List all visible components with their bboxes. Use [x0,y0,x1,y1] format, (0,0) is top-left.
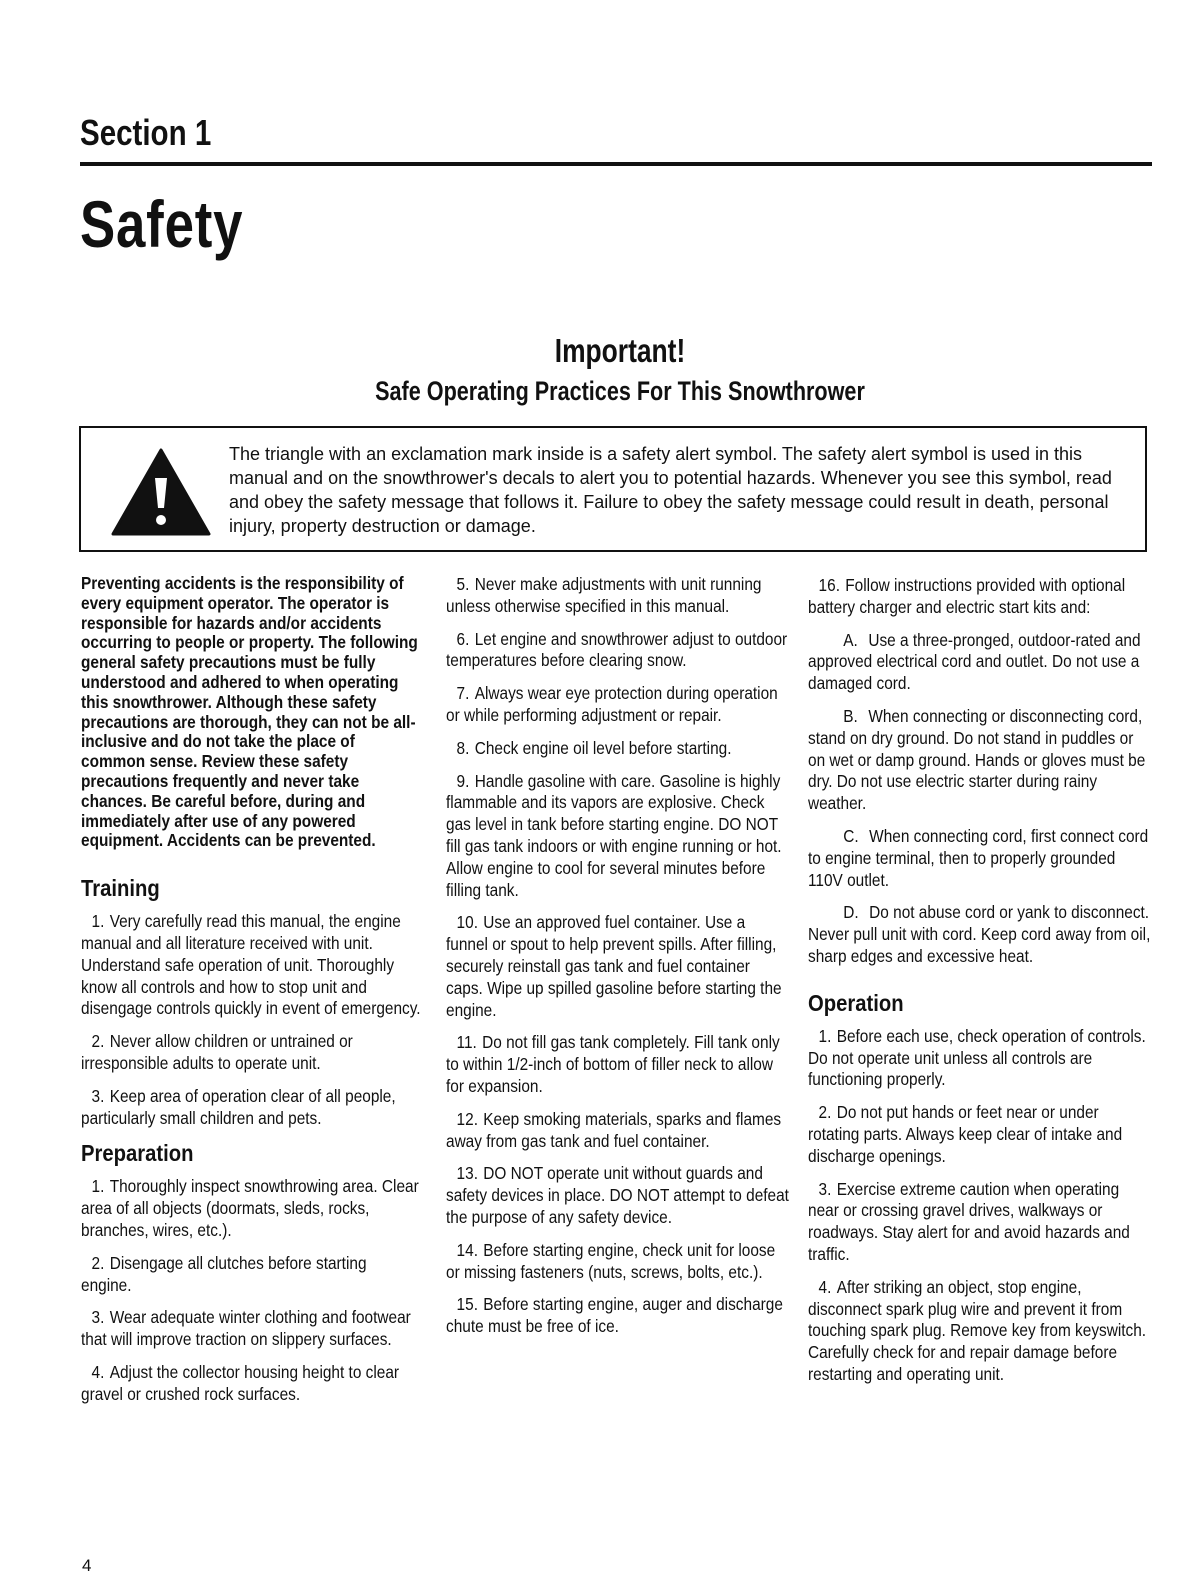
sub-list-item: C. When connecting cord, first connect cord to engine terminal, then to properly grounded 110V outlet. [808,825,1149,890]
sub-list-item: B. When connecting or disconnecting cord, stand on dry ground. Do not stand in puddles or on wet or damp ground. Hands or gloves must be dry. Do not use electric starter during rainy weather. [808,705,1146,814]
safety-alert-text: The triangle with an exclamation mark inside is a safety alert symbol. The safety alert symbol is used in this manual and on the snowthrower's decals to alert you to potential hazards. Whenever you see this symbol, read and obey the safety message that follows it. Failure to obey the safety message could result in death, personal injury, property destruction or damage. [229,444,1112,536]
section-label: Section 1 [80,112,212,153]
column-3 [808,575,1153,1397]
sub-list-item: D. Do not abuse cord or yank to disconnect. Never pull unit with cord. Keep cord away from oil, sharp edges and excessive heat. [808,902,1151,966]
column-2 [446,574,791,1349]
page-title: Safety [80,187,244,261]
list-item: 1. Before each use, check operation of controls. Do not operate unit unless all controls are functioning properly. [808,1025,1146,1090]
list-item: 16. Follow instructions provided with optional battery charger and electric start kits and: [808,575,1126,617]
list-item: 2. Do not put hands or feet near or under rotating parts. Always keep clear of intake and discharge openings. [808,1102,1123,1166]
list-item: 15. Before starting engine, auger and discharge chute must be free of ice. [446,1294,783,1337]
list-item: 4. Adjust the collector housing height to clear gravel or crushed rock surfaces. [81,1361,400,1404]
important-subheading: Safe Operating Practices For This Snowthrower [375,376,865,406]
list-item: 12. Keep smoking materials, sparks and flames away from gas tank and fuel container. [446,1108,782,1151]
list-item: 3. Wear adequate winter clothing and footwear that will improve traction on slippery surfaces. [81,1307,411,1350]
important-heading: Important! [554,332,686,369]
sub-list-item: A. Use a three-pronged, outdoor-rated and approved electrical cord and outlet. Do not use a damaged cord. [808,629,1141,694]
list-item: 4. After striking an object, stop engine, disconnect spark plug wire and prevent it from touching spark plug. Remove key from keyswitch. Carefully check for and repair damage before restarting and operating unit. [808,1276,1147,1384]
list-item: 11. Do not fill gas tank completely. Fill tank only to within 1/2-inch of bottom of filler neck to allow for expansion. [446,1032,780,1096]
warning-triangle-icon [111,448,211,536]
list-item: 14. Before starting engine, check unit for loose or missing fasteners (nuts, screws, bolts, etc.). [446,1239,776,1282]
list-item: 5. Never make adjustments with unit running unless otherwise specified in this manual. [446,574,762,616]
column-1 [81,574,421,1417]
operation-heading: Operation [808,989,904,1016]
list-item: 6. Let engine and snowthrower adjust to outdoor temperatures before clearing snow. [446,628,788,671]
list-item: 8. Check engine oil level before starting. [456,737,732,758]
page-number: 4 [82,1556,92,1575]
list-item: 2. Never allow children or untrained or irresponsible adults to operate unit. [81,1031,353,1073]
list-item: 3. Exercise extreme caution when operating near or crossing gravel drives, walkways or roadways. Stay alert for and avoid hazards and traffic. [808,1178,1130,1264]
safety-alert-box [79,426,1147,552]
training-heading: Training [81,875,160,902]
list-item: 10. Use an approved fuel container. Use a funnel or spout to help prevent spills. After filling, securely reinstall gas tank and fuel container caps. Wipe up spilled gasoline before starting the engine. [446,912,782,1020]
title-rule [80,162,1152,166]
list-item: 3. Keep area of operation clear of all people, particularly small children and pets. [81,1085,396,1128]
list-item: 7. Always wear eye protection during operation or while performing adjustment or repair. [446,683,778,725]
list-item: 2. Disengage all clutches before starting engine. [81,1252,367,1295]
list-item: 9. Handle gasoline with care. Gasoline is highly flammable and its vapors are explosive. Check gas level in tank before starting engine. DO NOT fill gas tank indoors or with engine running or hot. Allow engine to cool for several minutes before filling tank. [446,770,782,900]
list-item: 1. Very carefully read this manual, the engine manual and all literature received with unit. Understand safe operation of unit. Thoroughly know all controls and how to stop unit and disengage controls quickly in event of emergency. [81,911,421,1019]
intro-paragraph: Preventing accidents is the responsibility of every equipment operator. The operator is responsible for hazards and/or accidents occurring to people or property. The following general safety precautions must be fully understood and adhered to when operating this snowthrower. Although these safety precautions are thorough, they can not be all-inclusive and do not take the place of common sense. Review these safety precautions frequently and never take chances. Be careful before, during and immediately after use of any powered equipment. Accidents can be prevented. [81,573,418,851]
list-item: 13. DO NOT operate unit without guards and safety devices in place. DO NOT attempt to defeat the purpose of any safety device. [446,1163,789,1227]
list-item: 1. Thoroughly inspect snowthrowing area. Clear area of all objects (doormats, sleds, rocks, branches, wires, etc.). [81,1176,419,1240]
preparation-heading: Preparation [81,1140,194,1167]
